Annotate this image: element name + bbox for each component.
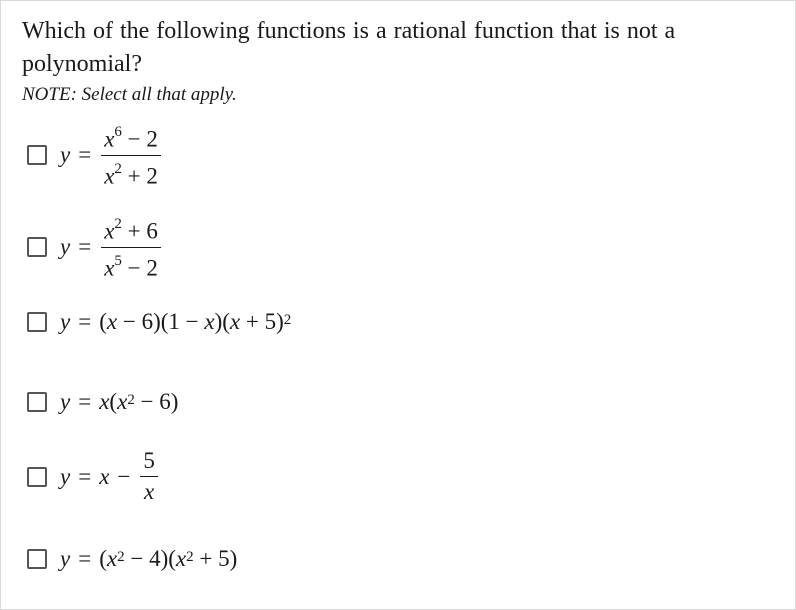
option-6-expression: y = ( x $^2$ − 4)( x $^2$ + 5): [60, 546, 238, 571]
option-2-expression: y = $\frac{x^2 + 6}{x^5 - 2}$: [60, 211, 163, 284]
option-4[interactable]: [27, 389, 178, 415]
option-5-expression: y = x − $\frac{5}{x}$: [60, 446, 160, 507]
question-text: Which of the following functions is a rational function that is not a polynomial?: [22, 18, 676, 77]
select-all-note: NOTE: Select all that apply.: [22, 84, 237, 105]
option-3-checkbox[interactable]: [27, 312, 47, 332]
option-3-expression: y = ( x − 6)(1 − x )( x + 5) $^2$: [60, 309, 292, 334]
option-3[interactable]: [27, 309, 291, 335]
option-4-expression: y = x ( x $^2$ − 6): [60, 389, 179, 414]
option-1-expression: y = $\frac{x^6 - 2}{x^2 + 2}$: [60, 119, 163, 192]
option-6[interactable]: [27, 546, 237, 572]
option-2[interactable]: [27, 211, 163, 284]
option-1[interactable]: [27, 119, 163, 192]
option-6-checkbox[interactable]: [27, 549, 47, 569]
option-5-checkbox[interactable]: [27, 467, 47, 487]
option-2-checkbox[interactable]: [27, 237, 47, 257]
option-4-checkbox[interactable]: [27, 392, 47, 412]
option-5[interactable]: [27, 446, 160, 507]
option-1-checkbox[interactable]: [27, 145, 47, 165]
